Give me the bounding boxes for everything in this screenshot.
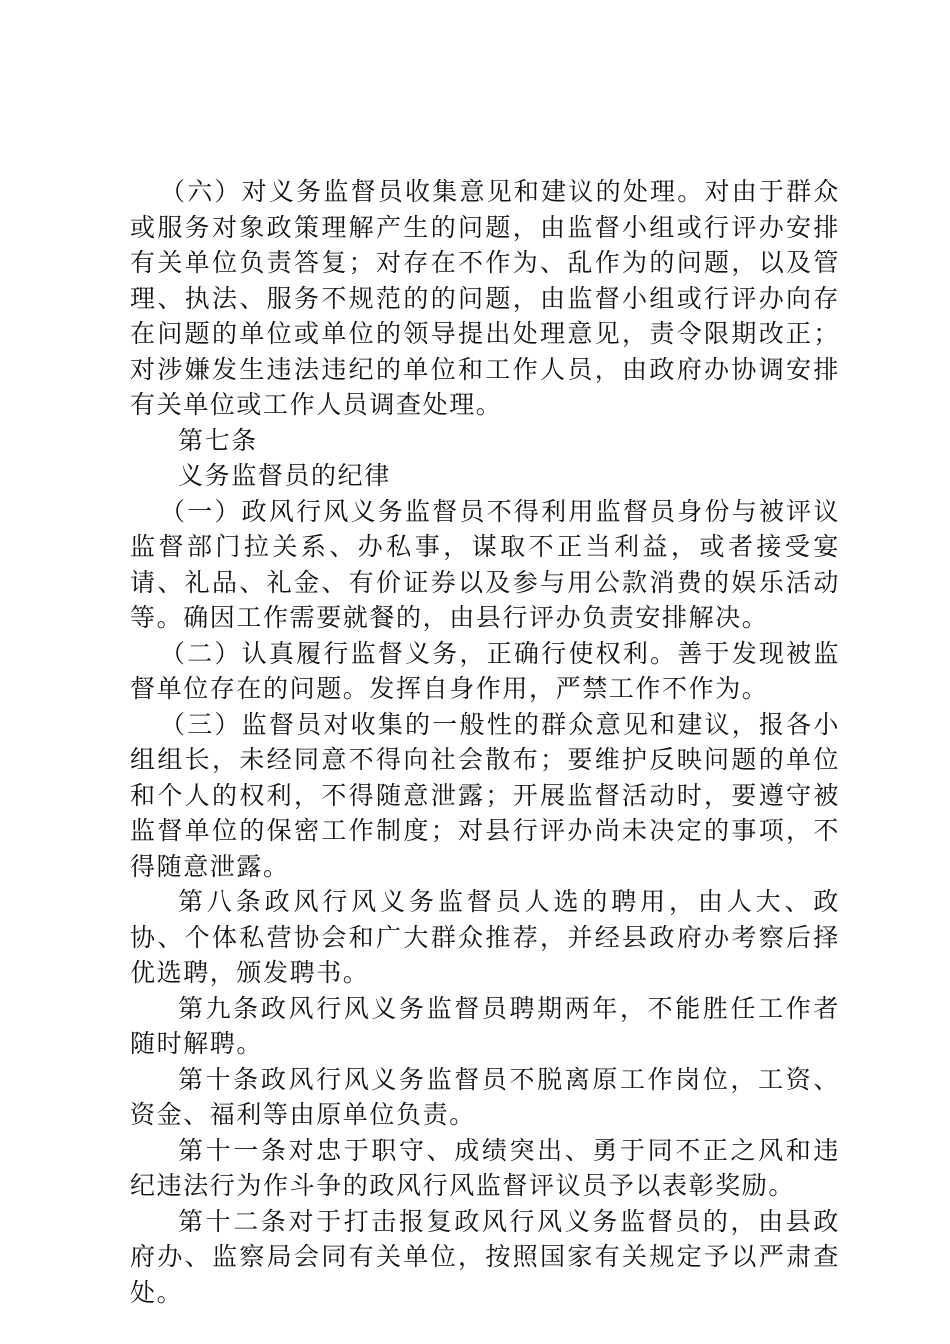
article-8-paragraph: 第八条政风行风义务监督员人选的聘用，由人大、政协、个体私营协会和广大群众推荐，并经县政府办考察后择优选聘，颁发聘书。 <box>130 887 840 987</box>
document-page <box>130 174 840 1310</box>
article-9-paragraph: 第九条政风行风义务监督员聘期两年，不能胜任工作者随时解聘。 <box>130 993 840 1058</box>
paragraph-item-6-handling: （六）对义务监督员收集意见和建议的处理。对由于群众或服务对象政策理解产生的问题，由监督小组或行评办安排有关单位负责答复；对存在不作为、乱作为的问题，以及管理、执法、服务不规范的的问题，由监督小组或行评办向存在问题的单位或单位的领导提出处理意见，责令限期改正；对涉嫌发生违法违纪的单位和工作人员，由政府办协调安排有关单位或工作人员调查处理。 <box>130 177 840 419</box>
paragraph-item-2-duty: （二）认真履行监督义务，正确行使权利。善于发现被监督单位存在的问题。发挥自身作用，严禁工作不作为。 <box>130 638 840 703</box>
article-10-paragraph: 第十条政风行风义务监督员不脱离原工作岗位，工资、资金、福利等由原单位负责。 <box>130 1064 840 1129</box>
article-11-paragraph: 第十一条对忠于职守、成绩突出、勇于同不正之风和违纪违法行为作斗争的政风行风监督评议员予以表彰奖励。 <box>130 1135 840 1200</box>
article-7-heading: 第七条 <box>178 425 258 455</box>
discipline-heading: 义务监督员的纪律 <box>178 461 391 490</box>
paragraph-item-1-discipline: （一）政风行风义务监督员不得利用监督员身份与被评议监督部门拉关系、办私事，谋取不正当利益，或者接受宴请、礼品、礼金、有价证券以及参与用公款消费的娱乐活动等。确因工作需要就餐的，由县行评办负责安排解决。 <box>130 496 840 632</box>
paragraph-item-3-confidentiality: （三）监督员对收集的一般性的群众意见和建议，报各小组组长，未经同意不得向社会散布；要维护反映问题的单位和个人的权利，不得随意泄露；开展监督活动时，要遵守被监督单位的保密工作制度；对县行评办尚未决定的事项，不得随意泄露。 <box>130 709 840 881</box>
article-12-paragraph: 第十二条对于打击报复政风行风义务监督员的，由县政府办、监察局会同有关单位，按照国家有关规定予以严肃查处。 <box>130 1206 840 1307</box>
